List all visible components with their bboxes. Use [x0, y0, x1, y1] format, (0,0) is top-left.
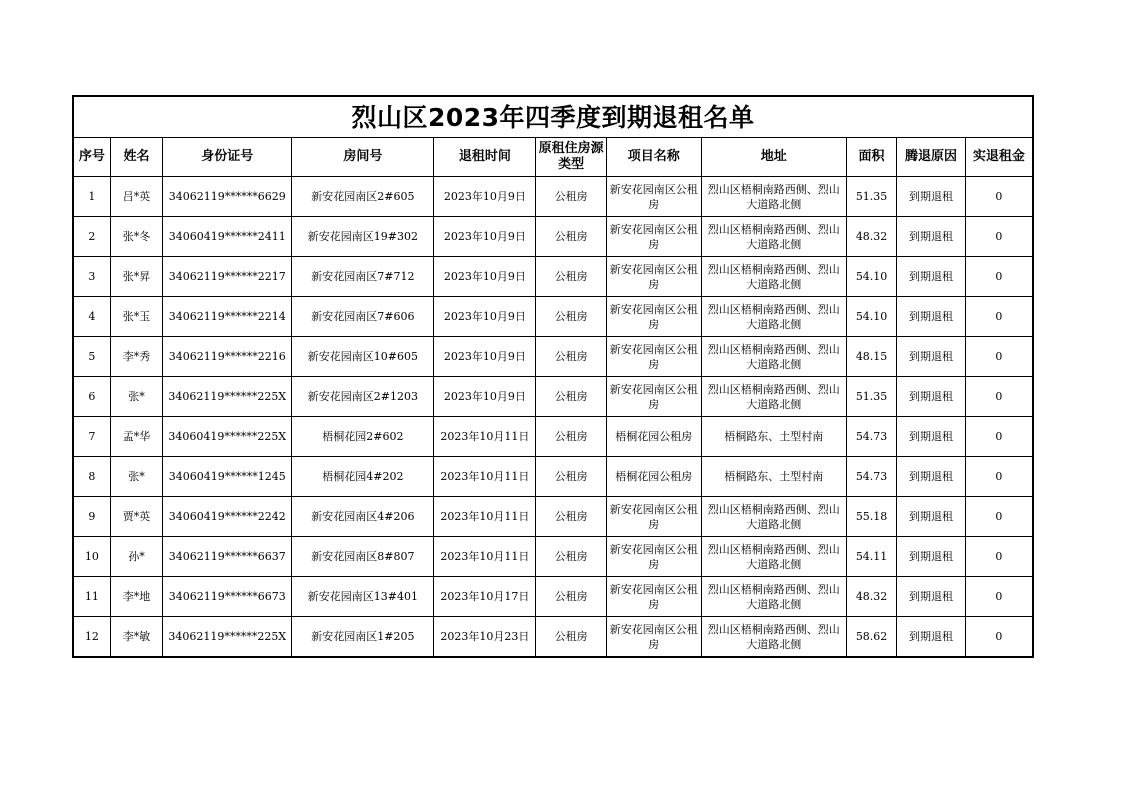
cell-refund: 0: [965, 417, 1033, 457]
cell-seq: 9: [73, 497, 110, 537]
cell-reason: 到期退租: [897, 177, 966, 217]
cell-reason: 到期退租: [897, 577, 966, 617]
cell-area: 54.11: [846, 537, 896, 577]
cell-name: 孙*: [110, 537, 162, 577]
cell-address: 梧桐路东、土型村南: [701, 457, 846, 497]
cell-seq: 12: [73, 617, 110, 658]
cell-id-number: 34060419******1245: [163, 457, 292, 497]
cell-date: 2023年10月11日: [434, 537, 536, 577]
cell-housing-type: 公租房: [536, 617, 607, 658]
cell-refund: 0: [965, 217, 1033, 257]
header-col-refund: 实退租金: [965, 138, 1033, 177]
cell-housing-type: 公租房: [536, 537, 607, 577]
cell-room: 新安花园南区7#606: [292, 297, 434, 337]
cell-seq: 3: [73, 257, 110, 297]
cell-room: 梧桐花园4#202: [292, 457, 434, 497]
cell-project: 新安花园南区公租房: [606, 377, 701, 417]
cell-project: 新安花园南区公租房: [606, 177, 701, 217]
cell-housing-type: 公租房: [536, 417, 607, 457]
table-body: [73, 177, 1033, 658]
cell-project: 新安花园南区公租房: [606, 337, 701, 377]
header-row: [73, 138, 1033, 177]
cell-name: 孟*华: [110, 417, 162, 457]
table-row: [73, 257, 1033, 297]
cell-address: 烈山区梧桐南路西侧、烈山大道路北侧: [701, 577, 846, 617]
cell-reason: 到期退租: [897, 297, 966, 337]
cell-address: 烈山区梧桐南路西侧、烈山大道路北侧: [701, 337, 846, 377]
table-row: [73, 457, 1033, 497]
cell-id-number: 34062119******6637: [163, 537, 292, 577]
cell-seq: 8: [73, 457, 110, 497]
cell-housing-type: 公租房: [536, 297, 607, 337]
cell-project: 新安花园南区公租房: [606, 577, 701, 617]
cell-seq: 7: [73, 417, 110, 457]
cell-id-number: 34060419******225X: [163, 417, 292, 457]
cell-name: 张*冬: [110, 217, 162, 257]
header-col-reason: 腾退原因: [897, 138, 966, 177]
cell-housing-type: 公租房: [536, 177, 607, 217]
cell-date: 2023年10月11日: [434, 457, 536, 497]
cell-area: 48.32: [846, 577, 896, 617]
cell-name: 李*秀: [110, 337, 162, 377]
cell-project: 新安花园南区公租房: [606, 297, 701, 337]
cell-room: 新安花园南区8#807: [292, 537, 434, 577]
cell-room: 新安花园南区7#712: [292, 257, 434, 297]
cell-seq: 11: [73, 577, 110, 617]
cell-seq: 2: [73, 217, 110, 257]
cell-address: 烈山区梧桐南路西侧、烈山大道路北侧: [701, 617, 846, 658]
header-col-project: 项目名称: [606, 138, 701, 177]
cell-seq: 1: [73, 177, 110, 217]
cell-reason: 到期退租: [897, 457, 966, 497]
cell-housing-type: 公租房: [536, 577, 607, 617]
cell-area: 54.73: [846, 457, 896, 497]
table-row: [73, 577, 1033, 617]
cell-date: 2023年10月23日: [434, 617, 536, 658]
cell-id-number: 34062119******6673: [163, 577, 292, 617]
cell-id-number: 34062119******2217: [163, 257, 292, 297]
header-col-address: 地址: [701, 138, 846, 177]
cell-refund: 0: [965, 297, 1033, 337]
cell-area: 55.18: [846, 497, 896, 537]
cell-seq: 5: [73, 337, 110, 377]
cell-date: 2023年10月9日: [434, 177, 536, 217]
cell-address: 烈山区梧桐南路西侧、烈山大道路北侧: [701, 217, 846, 257]
cell-reason: 到期退租: [897, 377, 966, 417]
cell-reason: 到期退租: [897, 617, 966, 658]
cell-id-number: 34062119******2214: [163, 297, 292, 337]
cell-area: 54.10: [846, 297, 896, 337]
cell-name: 李*地: [110, 577, 162, 617]
cell-id-number: 34062119******225X: [163, 617, 292, 658]
header-col-id-number: 身份证号: [163, 138, 292, 177]
cell-id-number: 34060419******2411: [163, 217, 292, 257]
cell-address: 烈山区梧桐南路西侧、烈山大道路北侧: [701, 497, 846, 537]
header-col-room: 房间号: [292, 138, 434, 177]
cell-date: 2023年10月9日: [434, 377, 536, 417]
cell-room: 新安花园南区13#401: [292, 577, 434, 617]
cell-refund: 0: [965, 377, 1033, 417]
rent-termination-sheet: [72, 95, 1034, 658]
header-col-name: 姓名: [110, 138, 162, 177]
cell-date: 2023年10月11日: [434, 497, 536, 537]
cell-housing-type: 公租房: [536, 337, 607, 377]
table-row: [73, 337, 1033, 377]
cell-project: 梧桐花园公租房: [606, 457, 701, 497]
cell-id-number: 34062119******2216: [163, 337, 292, 377]
cell-refund: 0: [965, 537, 1033, 577]
cell-date: 2023年10月9日: [434, 217, 536, 257]
cell-reason: 到期退租: [897, 337, 966, 377]
cell-project: 梧桐花园公租房: [606, 417, 701, 457]
header-col-date: 退租时间: [434, 138, 536, 177]
cell-address: 梧桐路东、土型村南: [701, 417, 846, 457]
cell-room: 新安花园南区19#302: [292, 217, 434, 257]
cell-refund: 0: [965, 177, 1033, 217]
cell-project: 新安花园南区公租房: [606, 537, 701, 577]
cell-room: 新安花园南区10#605: [292, 337, 434, 377]
cell-id-number: 34060419******2242: [163, 497, 292, 537]
table-row: [73, 297, 1033, 337]
cell-date: 2023年10月17日: [434, 577, 536, 617]
cell-project: 新安花园南区公租房: [606, 257, 701, 297]
cell-housing-type: 公租房: [536, 257, 607, 297]
cell-seq: 10: [73, 537, 110, 577]
cell-room: 新安花园南区1#205: [292, 617, 434, 658]
header-col-housing-type: 原租住房源类型: [536, 138, 607, 177]
cell-project: 新安花园南区公租房: [606, 217, 701, 257]
cell-date: 2023年10月9日: [434, 297, 536, 337]
cell-area: 54.73: [846, 417, 896, 457]
table-row: [73, 537, 1033, 577]
cell-name: 张*昇: [110, 257, 162, 297]
table-row: [73, 217, 1033, 257]
cell-name: 贾*英: [110, 497, 162, 537]
cell-reason: 到期退租: [897, 417, 966, 457]
cell-reason: 到期退租: [897, 257, 966, 297]
cell-project: 新安花园南区公租房: [606, 497, 701, 537]
cell-seq: 6: [73, 377, 110, 417]
header-col-seq: 序号: [73, 138, 110, 177]
cell-refund: 0: [965, 257, 1033, 297]
cell-name: 吕*英: [110, 177, 162, 217]
cell-date: 2023年10月11日: [434, 417, 536, 457]
cell-date: 2023年10月9日: [434, 337, 536, 377]
cell-refund: 0: [965, 577, 1033, 617]
cell-area: 48.32: [846, 217, 896, 257]
cell-area: 51.35: [846, 177, 896, 217]
cell-room: 梧桐花园2#602: [292, 417, 434, 457]
cell-id-number: 34062119******225X: [163, 377, 292, 417]
page-title: 烈山区2023年四季度到期退租名单: [73, 96, 1033, 138]
cell-date: 2023年10月9日: [434, 257, 536, 297]
cell-name: 张*: [110, 457, 162, 497]
cell-reason: 到期退租: [897, 497, 966, 537]
cell-address: 烈山区梧桐南路西侧、烈山大道路北侧: [701, 297, 846, 337]
cell-area: 48.15: [846, 337, 896, 377]
cell-name: 李*敏: [110, 617, 162, 658]
cell-area: 58.62: [846, 617, 896, 658]
table-row: [73, 497, 1033, 537]
table-row: [73, 417, 1033, 457]
cell-housing-type: 公租房: [536, 217, 607, 257]
cell-housing-type: 公租房: [536, 377, 607, 417]
cell-name: 张*玉: [110, 297, 162, 337]
cell-address: 烈山区梧桐南路西侧、烈山大道路北侧: [701, 377, 846, 417]
cell-address: 烈山区梧桐南路西侧、烈山大道路北侧: [701, 177, 846, 217]
cell-refund: 0: [965, 617, 1033, 658]
cell-area: 54.10: [846, 257, 896, 297]
table-row: [73, 377, 1033, 417]
cell-refund: 0: [965, 457, 1033, 497]
cell-room: 新安花园南区2#605: [292, 177, 434, 217]
header-col-area: 面积: [846, 138, 896, 177]
termination-table: [72, 95, 1034, 658]
cell-reason: 到期退租: [897, 537, 966, 577]
cell-housing-type: 公租房: [536, 497, 607, 537]
cell-room: 新安花园南区4#206: [292, 497, 434, 537]
table-row: [73, 177, 1033, 217]
cell-seq: 4: [73, 297, 110, 337]
cell-refund: 0: [965, 497, 1033, 537]
cell-project: 新安花园南区公租房: [606, 617, 701, 658]
cell-refund: 0: [965, 337, 1033, 377]
cell-housing-type: 公租房: [536, 457, 607, 497]
cell-area: 51.35: [846, 377, 896, 417]
table-row: [73, 617, 1033, 658]
cell-address: 烈山区梧桐南路西侧、烈山大道路北侧: [701, 537, 846, 577]
cell-name: 张*: [110, 377, 162, 417]
cell-reason: 到期退租: [897, 217, 966, 257]
cell-address: 烈山区梧桐南路西侧、烈山大道路北侧: [701, 257, 846, 297]
cell-id-number: 34062119******6629: [163, 177, 292, 217]
cell-room: 新安花园南区2#1203: [292, 377, 434, 417]
